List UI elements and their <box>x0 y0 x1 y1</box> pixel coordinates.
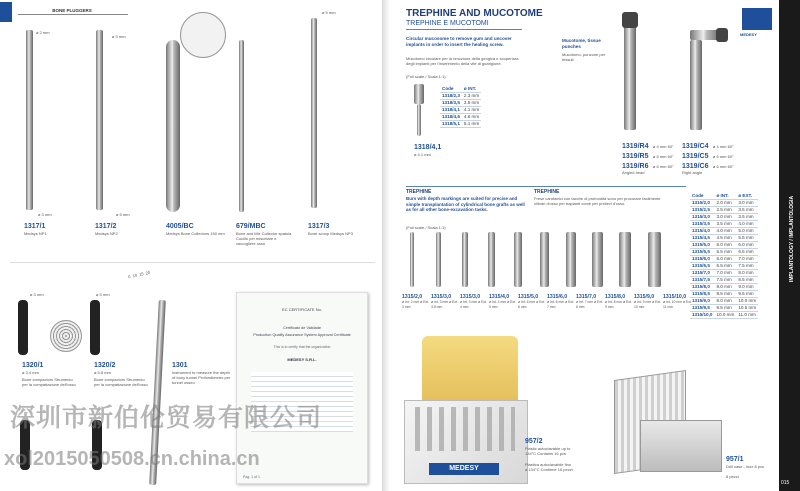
desc-1320-2: Bone compactors Strumento per la compattazione dell'osso <box>94 377 148 387</box>
table-cell: 1315/7,0 <box>690 270 714 277</box>
desc-4005-bc: Medsys Bone Collectors 150 mm <box>166 231 225 236</box>
punch-dim: ø 5 mm 60° <box>712 154 734 159</box>
code-679-mbc: 679/MBC <box>236 223 266 230</box>
table-cell: 2.0 mm <box>714 200 736 207</box>
table-cell: 8.0 mm <box>736 270 758 277</box>
trephine-code-item <box>547 294 576 310</box>
trephine-bur <box>619 232 631 287</box>
trephine-dim: ø Int. 4 mm ø Ext. 5 mm <box>489 300 516 309</box>
mucotome-th-code: Code <box>440 86 462 93</box>
trephine-code-item <box>576 294 605 310</box>
certificate-body1: Production Quality Assurance System Approval Certificate <box>253 333 351 337</box>
trephine-code: 1315/4,0 <box>489 294 510 300</box>
punch-dim: ø 4 mm 60° <box>712 144 734 149</box>
trephine-dim: ø Int. 6 mm ø Ext. 7 mm <box>547 300 574 309</box>
watermark-url: xol2015050508.cn.china.cn <box>4 448 260 470</box>
trephine-dim: ø Int. 2 mm ø Ext. 3 mm <box>402 300 429 309</box>
trephine-code: 1315/10,0 <box>663 294 687 300</box>
desc-1320-1: Bone compactors Strumento per la compattazione dell'osso <box>22 377 76 387</box>
table-cell: 1315/2,5 <box>690 207 714 214</box>
table-cell: 10.5 mm <box>738 305 757 310</box>
punch-code: 1319/C6 <box>682 163 709 170</box>
instrument-1317-3 <box>311 18 317 208</box>
instrument-4005-bc <box>166 40 180 212</box>
trephine-code: 1315/3,0 <box>460 294 481 300</box>
scale-note: (Full scale / Scala 1:1) <box>406 74 446 79</box>
table-cell: 8.5 mm <box>714 291 736 298</box>
trephine-code-item <box>518 294 547 310</box>
desc-679-mbc: Bone and Mix Collector spatula Cucillo per miscelare e raccogliere osso <box>236 231 292 246</box>
code-1318-4-1: 1318/4,1 <box>414 144 442 151</box>
table-cell: 6.5 mm <box>714 263 736 270</box>
dim-top-1317-2: ø 3 mm <box>112 34 126 39</box>
table-cell: 1315/3,5 <box>690 221 714 228</box>
mucotome-cell-code: 1318/4,6 <box>442 114 460 119</box>
table-row <box>440 93 481 100</box>
table-cell: 4.0 mm <box>714 228 736 235</box>
mucotome-head <box>414 84 424 104</box>
table-row <box>690 270 758 277</box>
trephine-it-title: TREPHINE <box>534 189 560 195</box>
trephine-dim: ø Int. 7 mm ø Ext. 8 mm <box>576 300 603 309</box>
case-957-2-base <box>404 400 528 484</box>
dim-top-1320-1: ø 3 mm <box>30 292 44 297</box>
mucotome-table <box>440 86 481 128</box>
table-header <box>690 193 758 200</box>
trephine-dim: ø Int. 9 mm ø Ext. 10 mm <box>634 300 661 309</box>
punch-dim: ø 6 mm 60° <box>652 164 674 169</box>
trephine-dim: ø Int. 10 mm ø Ext. 11 mm <box>663 300 692 309</box>
page-number: 015 <box>781 480 790 486</box>
trephine-codes <box>402 294 692 310</box>
trephine-th-code: Code <box>690 193 714 200</box>
certificate-body2: This is to certify that the organization <box>273 345 331 349</box>
table-cell: 5.0 mm <box>736 228 758 235</box>
certificate-org: MEDESY S.R.L. <box>287 357 317 362</box>
punch-note-left: Angled head <box>622 170 645 175</box>
table-row <box>690 200 758 207</box>
punch-c-shank <box>690 40 702 130</box>
punch-code: 1319/R4 <box>622 143 649 150</box>
table-row <box>690 312 758 319</box>
trephine-th-ext: ø EXT. <box>736 193 758 200</box>
trephine-code-item <box>634 294 663 310</box>
table-row <box>690 235 758 242</box>
page-title: TREPHINE AND MUCOTOME <box>406 8 543 19</box>
code-957-2: 957/2 <box>525 438 543 445</box>
table-row <box>440 121 481 128</box>
instrument-679-mbc <box>239 40 244 212</box>
trephine-bur <box>410 232 414 287</box>
table-cell: 6.0 mm <box>714 256 736 263</box>
dim-top-1317-3: ø 5 mm <box>322 10 336 15</box>
punch-note-right: Right angle <box>682 170 703 175</box>
trephine-dim: ø Int. 8 mm ø Ext. 9 mm <box>605 300 632 309</box>
table-cell: 1315/4,5 <box>690 235 714 242</box>
punch-title: Mucotome, tissue punches <box>562 38 601 49</box>
punch-code: 1319/C4 <box>682 143 709 150</box>
table-cell: 1315/9,5 <box>690 305 714 312</box>
page-gutter <box>382 0 390 491</box>
table-cell: 1315/5,0 <box>690 242 714 249</box>
table-cell: 1315/6,5 <box>690 263 714 270</box>
dim-1318-4-1: ø 4,1 mm <box>414 152 431 157</box>
case-957-2-lid <box>422 336 518 406</box>
trephine-code-item <box>402 294 431 310</box>
table-cell: 8.5 mm <box>736 277 758 284</box>
trephine-bur <box>592 232 603 287</box>
table-row <box>690 298 758 305</box>
table-cell: 1315/3,0 <box>690 214 714 221</box>
table-cell: 1315/5,5 <box>690 249 714 256</box>
trephine-code: 1315/3,0 <box>431 294 452 300</box>
table-row <box>690 305 758 312</box>
table-row <box>690 242 758 249</box>
detail-circle-4005 <box>180 12 226 58</box>
mucotome-cell-int: 5.1 mm <box>463 121 480 126</box>
trephine-bur <box>488 232 495 287</box>
table-cell: 11.0 mm <box>736 312 758 319</box>
code-1317-3: 1317/3 <box>308 223 330 230</box>
compactor-1320-2-shaft <box>90 300 100 355</box>
desc-1317-3: Bone scoop Medsys NP3 <box>308 231 353 236</box>
punch-title-it: Mucotomo, punzone per tessuti <box>562 52 606 62</box>
medesy-logo <box>742 8 772 30</box>
table-cell: 1315/9,0 <box>690 298 714 305</box>
table-cell: 5.5 mm <box>736 235 758 242</box>
punch-code: 1319/C5 <box>682 153 709 160</box>
code-1301: 1301 <box>172 362 188 369</box>
punch-r-shank <box>624 12 636 130</box>
trephine-th-int: ø INT. <box>714 193 736 200</box>
punch-codes-right <box>682 140 734 175</box>
punch-dim: ø 6 mm 60° <box>712 164 734 169</box>
trephine-table <box>690 193 758 319</box>
medesy-logo-text: MEDESY <box>740 32 757 37</box>
trephine-bur <box>648 232 661 287</box>
table-cell: 5.0 mm <box>714 242 736 249</box>
table-row <box>690 214 758 221</box>
punch-code: 1319/R6 <box>622 163 649 170</box>
table-cell: 7.0 mm <box>714 270 736 277</box>
certificate-title: EC CERTIFICATE No. <box>282 307 322 312</box>
certificate-footer: Pag. 1 of 1 <box>243 475 260 479</box>
table-row <box>690 228 758 235</box>
intro-en: Circular mucosome to remove gum and uncover implants in order to insert the healing screw. <box>406 36 512 47</box>
trephine-code: 1315/2,0 <box>402 294 423 300</box>
trephine-code: 1315/7,0 <box>576 294 597 300</box>
trephine-bur <box>462 232 468 287</box>
table-cell: 1315/2,0 <box>690 200 714 207</box>
code-4005-bc: 4005/BC <box>166 223 194 230</box>
trephine-dim: ø Int. 5 mm ø Ext. 6 mm <box>518 300 545 309</box>
page-subtitle: TREPHINE E MUCOTOMI <box>406 20 489 27</box>
desc-957-2: Plastic autoclavable up to 134°C Contains 16 pcs <box>525 446 571 456</box>
code-1320-2: 1320/2 <box>94 362 116 369</box>
watermark-company: 深圳市新伯伦贸易有限公司 <box>10 404 323 432</box>
table-cell: 6.5 mm <box>736 249 758 256</box>
case-957-1-tray <box>640 420 722 472</box>
mucotome-cell-code: 1318/2,3 <box>442 93 460 98</box>
medesy-logo-left <box>0 2 12 22</box>
table-row <box>690 291 758 298</box>
table-cell: 9.5 mm <box>736 291 758 298</box>
case-957-2-burs <box>415 407 515 451</box>
trephine-code-item <box>431 294 460 310</box>
table-row <box>690 277 758 284</box>
dim-1320-2: ø 5.8 mm <box>94 370 111 375</box>
trephine-dim: ø Int. 3 mm ø Ext. 4 mm <box>460 300 487 309</box>
table-cell: 7.0 mm <box>736 256 758 263</box>
mucotome-cell-int: 4.1 mm <box>463 107 480 112</box>
trephine-dim: ø Int. 3 mm ø Ext. 3,5 mm <box>431 300 458 309</box>
table-cell: 2.5 mm <box>714 207 736 214</box>
dim-bottom-1317-2: ø 5 mm <box>116 212 130 217</box>
table-row <box>440 100 481 107</box>
trephine-en: Burs with depth markings are suited for precise and simple transplantation of cylindrical bone grafts as well as for all other bone-excavation tasks. <box>406 196 525 212</box>
table-cell: 5.5 mm <box>714 249 736 256</box>
trephine-code-item <box>489 294 518 310</box>
table-cell: 3.5 mm <box>714 221 736 228</box>
table-cell: 7.5 mm <box>736 263 758 270</box>
desc-957-1: Drill case - inox 8 pcs <box>726 464 765 469</box>
trephine-code: 1315/9,0 <box>634 294 655 300</box>
trephine-bur <box>540 232 549 287</box>
table-cell: 1315/8,5 <box>690 291 714 298</box>
case-957-2-brand: MEDESY <box>429 463 499 475</box>
table-cell: 7.5 mm <box>714 277 736 284</box>
dim-top-1317-1: ø 2 mm <box>36 30 50 35</box>
mucotome-cell-int: 3.5 mm <box>463 100 480 105</box>
trephine-code: 1315/5,0 <box>518 294 539 300</box>
punch-r-head <box>622 12 638 28</box>
trephine-bur <box>514 232 522 287</box>
punch-c-head <box>716 28 728 42</box>
table-cell: 3.5 mm <box>736 214 758 221</box>
trephine-bur <box>566 232 576 287</box>
punch-code: 1319/R5 <box>622 153 649 160</box>
desc-957-1-it: 8 pezzi <box>726 474 739 479</box>
trephine-code: 1315/8,0 <box>605 294 626 300</box>
table-row <box>690 256 758 263</box>
certificate-subtitle: Certificato de Validade <box>283 326 321 330</box>
ruler-mark-0: 0 <box>127 273 131 280</box>
table-cell: 1315/7,5 <box>690 277 714 284</box>
table-cell: 1315/10,0 <box>692 312 713 317</box>
header-line <box>18 14 128 15</box>
ruler-mark-2: 15 <box>138 271 145 277</box>
desc-957-2-it: Plastica autoclavabile fino a 134°C Contiene 16 pezzi <box>525 462 573 472</box>
table-row <box>690 284 758 291</box>
mucotome-cell-code: 1318/5,1 <box>442 121 460 126</box>
table-cell: 9.5 mm <box>714 305 736 312</box>
title-rule <box>406 29 522 30</box>
instrument-1317-1 <box>26 30 33 210</box>
table-cell: 9.0 mm <box>714 298 736 305</box>
table-cell: 4.0 mm <box>736 221 758 228</box>
trephine-code-item <box>605 294 634 310</box>
mucotome-cell-int: 4.6 mm <box>463 114 480 119</box>
desc-1317-1: Medsys NP1 <box>24 231 47 236</box>
table-cell: 1315/8,0 <box>690 284 714 291</box>
dim-top-1320-2: ø 5 mm <box>96 292 110 297</box>
mucotome-cell-int: 2.3 mm <box>463 93 480 98</box>
code-1317-1: 1317/1 <box>24 223 46 230</box>
code-957-1: 957/1 <box>726 456 744 463</box>
ruler-mark-1: 10 <box>132 272 138 279</box>
desc-1317-2: Medsys NP2 <box>95 231 118 236</box>
table-row <box>690 207 758 214</box>
trephine-code-item <box>663 294 692 310</box>
trephine-burs <box>406 232 686 287</box>
punch-dim: ø 5 mm 60° <box>652 154 674 159</box>
code-1320-1: 1320/1 <box>22 362 44 369</box>
compactor-1320-1-shaft <box>18 300 28 355</box>
mucotome-th-int: ø INT. <box>462 86 481 93</box>
table-cell: 1315/6,0 <box>690 256 714 263</box>
trephine-code-item <box>460 294 489 310</box>
table-cell: 10.0 mm <box>738 298 757 303</box>
table-cell: 4.5 mm <box>714 235 736 242</box>
table-row <box>440 114 481 121</box>
table-row <box>690 221 758 228</box>
trephine-en-title: TREPHINE <box>406 189 432 195</box>
detail-circle-1320-1 <box>50 320 82 352</box>
ruler-mark-3: 20 <box>145 269 151 276</box>
bone-pluggers-header: BONE PLUGGERS <box>52 8 92 13</box>
intro-it: Mucotomo circolare per la rimozione della gengiva e scopertura degli impianti per l'inserimento della vite di guarigione. <box>406 56 519 66</box>
table-cell: 6.0 mm <box>736 242 758 249</box>
punch-dim: ø 4 mm 60° <box>652 144 674 149</box>
table-cell: 9.0 mm <box>736 284 758 291</box>
trephine-rule <box>406 186 686 187</box>
left-divider <box>10 262 375 263</box>
table-row <box>690 249 758 256</box>
trephine-scale: (Full scale / Scala 1:1) <box>406 225 446 230</box>
sidebar-label: IMPLANTOLOGY / IMPLANTOLOGIA <box>789 195 795 283</box>
trephine-it: Frese carotatrici con tacche di profondità sono per procurare facilmente cilindri d'osso per trapianti come per prelievi d'osso. <box>534 196 661 206</box>
mucotome-shank <box>417 104 421 136</box>
code-1317-2: 1317/2 <box>95 223 117 230</box>
trephine-code: 1315/6,0 <box>547 294 568 300</box>
table-cell: 8.0 mm <box>714 284 736 291</box>
trephine-bur <box>436 232 441 287</box>
table-cell: 3.0 mm <box>714 214 736 221</box>
mucotome-cell-code: 1318/4,1 <box>442 107 460 112</box>
mucotome-cell-code: 1318/3,5 <box>442 100 460 105</box>
table-cell: 3.0 mm <box>736 200 758 207</box>
table-cell: 1315/4,0 <box>690 228 714 235</box>
table-cell: 10.0 mm <box>716 312 735 317</box>
table-row <box>440 107 481 114</box>
dim-bottom-1317-1: ø 3 mm <box>38 212 52 217</box>
dim-1320-1: ø 3.4 mm <box>22 370 39 375</box>
punch-codes-left <box>622 140 674 175</box>
desc-1301: Instrument to measure the depth of bony tunnel Profondimetro per tunnel osseo <box>172 370 231 385</box>
table-row <box>690 263 758 270</box>
instrument-1317-2 <box>96 30 103 210</box>
table-cell: 3.5 mm <box>736 207 758 214</box>
